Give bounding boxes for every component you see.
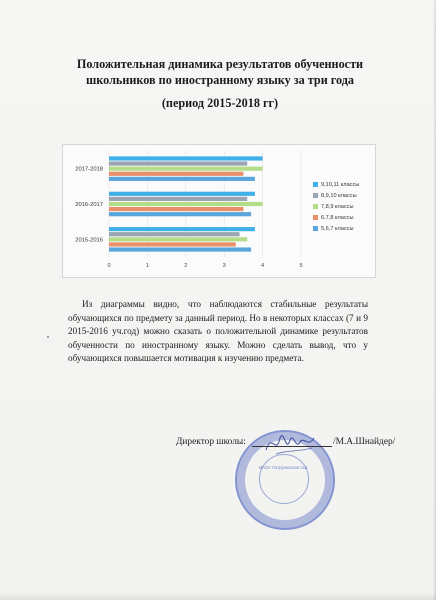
bar [109, 237, 247, 241]
bar-chart [62, 144, 376, 278]
document-period: (период 2015-2018 гг) [161, 96, 279, 110]
scan-dot [47, 336, 49, 338]
x-tick-label: 5 [299, 263, 303, 269]
bar [109, 167, 263, 171]
bar [109, 212, 251, 216]
document-title [40, 56, 400, 88]
legend-label: 5,6,7 классы [321, 225, 354, 232]
bar [109, 197, 247, 201]
legend-label: 8,9,10 классы [321, 192, 357, 199]
legend-item [313, 223, 375, 234]
legend-label: 6,7,8 классы [321, 214, 354, 221]
legend-label: 9,10,11 классы [321, 181, 360, 188]
legend-swatch [313, 204, 318, 209]
stamp-text: МАОУ Патруновская СШ [258, 465, 308, 470]
category-label: 2017-2018 [75, 166, 103, 173]
analysis-paragraph: Из диаграммы видно, что наблюдаются стабильные результаты обучающихся по предмету за данный период. Но в некоторых классах (7 и 9 2015-2016 уч.год) можно сказать о положительной динамике результатов обученности по иностранному языку. Можно сделать вывод, что у обучающихся повышается мотивация к изучению предмета. [68, 299, 368, 364]
bar [109, 192, 255, 196]
bar [109, 247, 251, 251]
title-line-1: Положительная динамика результатов обученности [76, 57, 364, 71]
bar [109, 242, 236, 246]
x-tick-label: 2 [184, 263, 188, 269]
legend-item [313, 190, 375, 201]
bar [109, 227, 255, 231]
chart-legend [313, 179, 375, 234]
bar [109, 232, 240, 236]
legend-swatch [313, 193, 318, 198]
legend-label: 7,8,9 классы [321, 203, 354, 210]
category-label: 2015-2016 [75, 237, 103, 244]
director-label: Директор школы: [176, 437, 246, 447]
bar [109, 177, 255, 181]
legend-swatch [313, 182, 318, 187]
x-tick-label: 1 [145, 263, 149, 269]
legend-item [313, 201, 375, 212]
legend-swatch [313, 226, 318, 231]
director-name: /М.А.Шнайдер/ [333, 437, 396, 447]
bar [109, 161, 247, 165]
x-tick-label: 3 [222, 263, 226, 269]
title-line-2: школьников по иностранному языку за три года [85, 73, 354, 87]
legend-swatch [313, 215, 318, 220]
bar [109, 156, 263, 160]
bar [109, 202, 263, 206]
legend-item [313, 212, 375, 223]
x-tick-label: 0 [107, 263, 111, 269]
x-tick-label: 4 [261, 263, 265, 269]
signature-mark [262, 426, 322, 462]
scan-shadow [0, 592, 436, 600]
bar [109, 207, 243, 211]
legend-item [313, 179, 375, 190]
bar [109, 172, 243, 176]
category-label: 2016-2017 [75, 202, 103, 208]
